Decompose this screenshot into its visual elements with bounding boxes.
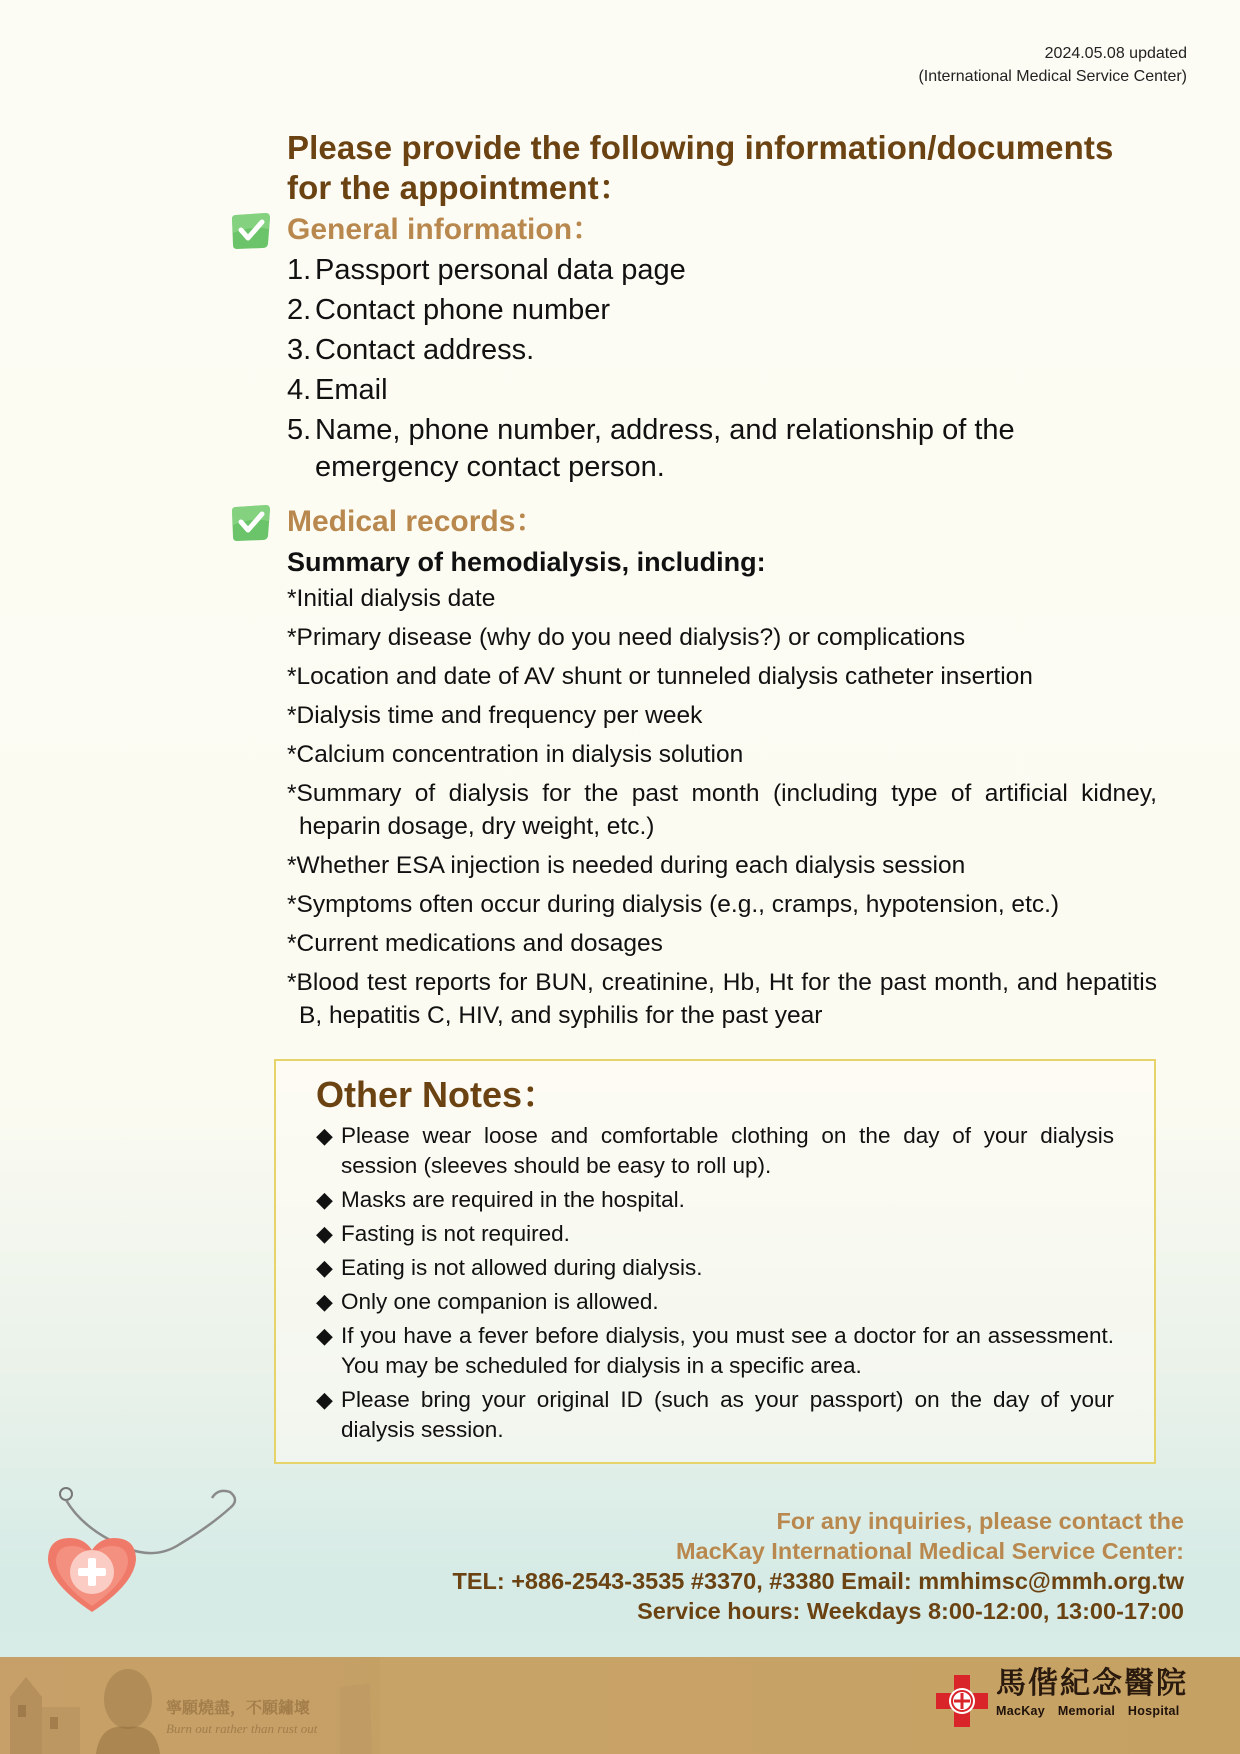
- update-center: (International Medical Service Center): [918, 68, 1187, 85]
- contact-phone-email: TEL: +886-2543-3535 #3370, #3380 Email: mmhimsc@mmh.org.tw: [452, 1568, 1184, 1594]
- check-badge-icon: [230, 503, 272, 543]
- contact-line-2: MacKay International Medical Service Center:: [675, 1538, 1184, 1564]
- medical-records-list: [287, 582, 1157, 1032]
- diamond-bullet-icon: ◆: [316, 1255, 333, 1280]
- list-item: *Summary of dialysis for the past month (including type of artificial kidney, heparin dosage, dry weight, etc.): [287, 780, 1157, 840]
- list-item-number: 2.: [287, 294, 312, 326]
- list-item: *Dialysis time and frequency per week: [287, 702, 703, 729]
- check-badge-icon: [230, 211, 272, 251]
- note-text: If you have a fever before dialysis, you must see a doctor for an assessment. You may be scheduled for dialysis in a specific area.: [341, 1323, 1114, 1378]
- list-item-text: Contact phone number: [315, 294, 611, 326]
- contact-info: [452, 1506, 1184, 1626]
- motto-chinese: 寧願燒盡，不願鏽壞: [166, 1700, 311, 1717]
- diamond-bullet-icon: ◆: [316, 1187, 333, 1212]
- list-item: [316, 1287, 1114, 1317]
- list-item: [316, 1253, 1114, 1283]
- list-item-text: Email: [315, 374, 388, 406]
- list-item-text: Contact address.: [315, 334, 535, 366]
- medical-records-heading-text: Medical records：: [287, 505, 546, 538]
- list-item-number: 5.: [287, 414, 312, 446]
- list-item: [316, 1121, 1114, 1181]
- list-item: *Location and date of AV shunt or tunneled dialysis catheter insertion: [287, 663, 1033, 690]
- list-item: [316, 1385, 1114, 1445]
- logo-chinese-name: 馬偕紀念醫院: [996, 1666, 1188, 1701]
- general-info-list: [287, 250, 1157, 486]
- red-cross-logo-icon: [936, 1675, 988, 1727]
- diamond-bullet-icon: ◆: [316, 1323, 333, 1348]
- note-text: Fasting is not required.: [341, 1221, 570, 1246]
- list-item: *Whether ESA injection is needed during each dialysis session: [287, 852, 966, 879]
- list-item: *Symptoms often occur during dialysis (e.g., cramps, hypotension, etc.): [287, 891, 1060, 918]
- other-notes-list: [316, 1121, 1114, 1445]
- diamond-bullet-icon: ◆: [316, 1387, 333, 1412]
- footer-bar: [0, 1657, 1240, 1754]
- list-item: *Initial dialysis date: [287, 585, 496, 612]
- hospital-logo: [936, 1665, 1188, 1727]
- list-item: *Blood test reports for BUN, creatinine, Hb, Ht for the past month, and hepatitis B, hepatitis C, HIV, and syphilis for the past year: [287, 969, 1157, 1029]
- general-info-heading: [287, 210, 1157, 250]
- other-notes-box: [274, 1059, 1156, 1464]
- list-item: *Calcium concentration in dialysis solution: [287, 741, 744, 768]
- list-item: [287, 410, 1157, 486]
- hemodialysis-subheading: Summary of hemodialysis, including:: [287, 547, 766, 577]
- update-note: [918, 42, 1187, 88]
- list-item: [316, 1219, 1114, 1249]
- list-item: [287, 370, 1157, 410]
- contact-line-1: For any inquiries, please contact the: [776, 1508, 1184, 1534]
- list-item-number: 4.: [287, 374, 312, 406]
- logo-english-name: MacKay Memorial Hospital: [996, 1704, 1180, 1718]
- list-item: [287, 250, 1157, 290]
- list-item: [316, 1321, 1114, 1381]
- note-text: Masks are required in the hospital.: [341, 1187, 685, 1212]
- diamond-bullet-icon: ◆: [316, 1289, 333, 1314]
- list-item: *Primary disease (why do you need dialysis?) or complications: [287, 624, 966, 651]
- update-date: 2024.05.08 updated: [1044, 45, 1187, 62]
- heart-stethoscope-icon: [40, 1484, 240, 1614]
- service-hours: Service hours: Weekdays 8:00-12:00, 13:00-17:00: [637, 1598, 1184, 1624]
- motto-english: Burn out rather than rust out: [166, 1721, 318, 1736]
- list-item: [316, 1185, 1114, 1215]
- list-item-text: Passport personal data page: [315, 254, 686, 286]
- diamond-bullet-icon: ◆: [316, 1123, 333, 1148]
- diamond-bullet-icon: ◆: [316, 1221, 333, 1246]
- page-title: Please provide the following information/documents for the appointment：: [287, 129, 1114, 206]
- note-text: Eating is not allowed during dialysis.: [341, 1255, 703, 1280]
- list-item: *Current medications and dosages: [287, 930, 663, 957]
- list-item: [287, 330, 1157, 370]
- note-text: Please bring your original ID (such as your passport) on the day of your dialysis session.: [341, 1387, 1114, 1442]
- other-notes-title: Other Notes：: [316, 1074, 559, 1115]
- note-text: Only one companion is allowed.: [341, 1289, 659, 1314]
- list-item-number: 1.: [287, 254, 312, 286]
- medical-records-heading: [287, 502, 1157, 542]
- main-content: [287, 128, 1157, 1038]
- list-item-text: Name, phone number, address, and relationship of the emergency contact person.: [315, 414, 1015, 483]
- hospital-motto: [166, 1699, 317, 1739]
- list-item-number: 3.: [287, 334, 312, 366]
- list-item: [287, 290, 1157, 330]
- general-info-heading-text: General information：: [287, 213, 603, 246]
- note-text: Please wear loose and comfortable clothing on the day of your dialysis session (sleeves should be easy to roll up).: [341, 1123, 1114, 1178]
